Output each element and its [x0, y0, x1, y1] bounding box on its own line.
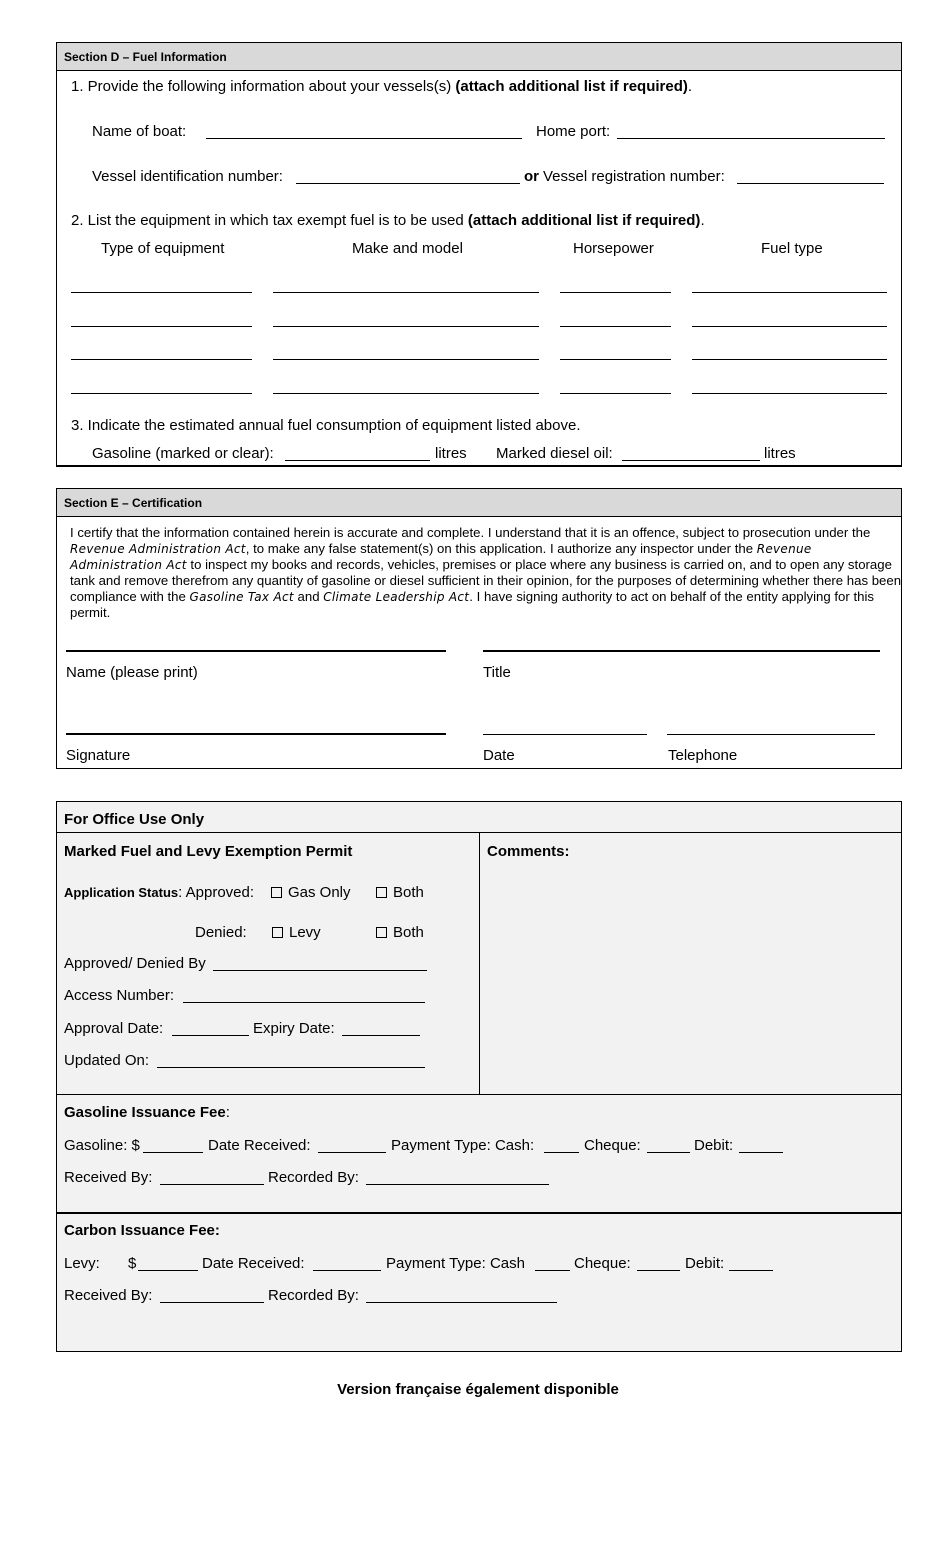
expiry-date-field[interactable] — [342, 1035, 420, 1036]
cash-field-1[interactable] — [544, 1152, 579, 1153]
name-print-label: Name (please print) — [66, 664, 198, 681]
access-number-label: Access Number: — [64, 987, 175, 1004]
col-fuel-type: Fuel type — [761, 240, 823, 257]
received-by-field-1[interactable] — [160, 1184, 264, 1185]
home-port-field[interactable] — [617, 138, 885, 139]
litres-label-2: litres — [764, 445, 796, 462]
equipment-row-3-fuel[interactable] — [692, 359, 887, 360]
gasoline-amount-field[interactable] — [143, 1152, 203, 1153]
equipment-row-1-fuel[interactable] — [692, 292, 887, 293]
col-horsepower: Horsepower — [573, 240, 654, 257]
equipment-row-4-make[interactable] — [273, 393, 539, 394]
french-version-note: Version française également disponible — [337, 1381, 619, 1398]
payment-type-label-2: Payment Type: Cash — [386, 1255, 525, 1272]
gasoline-amount-label: Gasoline: $ — [64, 1137, 140, 1154]
col-type-of-equipment: Type of equipment — [101, 240, 225, 257]
equipment-row-4-hp[interactable] — [560, 393, 671, 394]
equipment-row-2-make[interactable] — [273, 326, 539, 327]
equipment-row-1-make[interactable] — [273, 292, 539, 293]
approved-both-checkbox[interactable]: Both — [376, 884, 424, 901]
gas-only-checkbox[interactable]: Gas Only — [271, 884, 351, 901]
telephone-label: Telephone — [668, 747, 738, 764]
title-label: Title — [483, 664, 511, 681]
recorded-by-label-2: Recorded By: — [268, 1287, 359, 1304]
cheque-field-2[interactable] — [637, 1270, 680, 1271]
section-d — [56, 42, 902, 467]
signature-line[interactable] — [66, 733, 446, 735]
registration-field[interactable] — [737, 183, 884, 184]
recorded-by-label-1: Recorded By: — [268, 1169, 359, 1186]
cheque-label-2: Cheque: — [574, 1255, 631, 1272]
equipment-row-2-hp[interactable] — [560, 326, 671, 327]
date-line[interactable] — [483, 734, 647, 735]
title-line[interactable] — [483, 650, 880, 652]
equipment-row-4-fuel[interactable] — [692, 393, 887, 394]
denied-both-checkbox[interactable]: Both — [376, 924, 424, 941]
denied-label: Denied: — [195, 924, 247, 941]
received-by-label-2: Received By: — [64, 1287, 153, 1304]
cheque-field-1[interactable] — [647, 1152, 690, 1153]
access-number-field[interactable] — [183, 1002, 425, 1003]
equipment-row-3-type[interactable] — [71, 359, 252, 360]
payment-type-label-1: Payment Type: Cash: — [391, 1137, 535, 1154]
approved-denied-by-label: Approved/ Denied By — [64, 955, 206, 972]
q3-text: 3. Indicate the estimated annual fuel consumption of equipment listed above. — [71, 417, 581, 434]
q1-text: 1. Provide the following information about your vessels(s) (attach additional list if required). — [71, 78, 693, 95]
diesel-label: Marked diesel oil: — [496, 445, 613, 462]
equipment-row-3-hp[interactable] — [560, 359, 671, 360]
received-by-field-2[interactable] — [160, 1302, 264, 1303]
debit-field-2[interactable] — [729, 1270, 773, 1271]
date-received-field-2[interactable] — [313, 1270, 381, 1271]
gas-fee-title: Gasoline Issuance Fee: — [64, 1104, 230, 1121]
section-d-header — [57, 43, 901, 71]
permit-title: Marked Fuel and Levy Exemption Permit — [64, 843, 353, 860]
checkbox-icon — [376, 887, 387, 898]
name-of-boat-label: Name of boat: — [92, 123, 187, 140]
carbon-fee-title: Carbon Issuance Fee: — [64, 1222, 220, 1239]
equipment-row-1-hp[interactable] — [560, 292, 671, 293]
office-use-title: For Office Use Only — [64, 811, 205, 828]
received-by-label-1: Received By: — [64, 1169, 153, 1186]
levy-checkbox[interactable]: Levy — [272, 924, 321, 941]
debit-label-1: Debit: — [694, 1137, 734, 1154]
checkbox-icon — [272, 927, 283, 938]
cash-field-2[interactable] — [535, 1270, 570, 1271]
equipment-row-3-make[interactable] — [273, 359, 539, 360]
checkbox-icon — [271, 887, 282, 898]
checkbox-icon — [376, 927, 387, 938]
levy-label: Levy: — [64, 1255, 100, 1272]
home-port-label: Home port: — [536, 123, 611, 140]
equipment-row-1-type[interactable] — [71, 292, 252, 293]
vin-label: Vessel identification number: — [92, 168, 283, 185]
date-received-label-2: Date Received: — [202, 1255, 305, 1272]
certification-text: I certify that the information contained herein is accurate and complete. I understand that it is an offence, subject to prosecution under the Revenue Administration Act, to make any false statement(s) on this application. I authorize any inspector under the Revenue Administration Act to inspect my books and records, vehicles, premises or place where any business is carried on, and to open any storage tank and remove therefrom any quantity of gasoline or diesel sufficient in their opinion, for the purposes of determining whether there has been compliance with the Gasoline Tax Act and Climate Leadership Act. I have signing authority to act on behalf of the entity applying for this permit. — [70, 525, 902, 620]
recorded-by-field-2[interactable] — [366, 1302, 557, 1303]
registration-label: Vessel registration number: — [543, 168, 725, 185]
or-label: or — [524, 168, 539, 185]
gasoline-litres-field[interactable] — [285, 460, 430, 461]
expiry-date-label: Expiry Date: — [253, 1020, 335, 1037]
equipment-row-2-fuel[interactable] — [692, 326, 887, 327]
date-received-label-1: Date Received: — [208, 1137, 311, 1154]
cheque-label-1: Cheque: — [584, 1137, 641, 1154]
date-label: Date — [483, 747, 515, 764]
q2-text: 2. List the equipment in which tax exempt fuel is to be used (attach additional list if required). — [71, 212, 705, 229]
permit-panel — [57, 833, 480, 1094]
comments-area[interactable] — [481, 862, 901, 1092]
name-print-line[interactable] — [66, 650, 446, 652]
equipment-row-2-type[interactable] — [71, 326, 252, 327]
comments-label: Comments: — [487, 843, 570, 860]
approved-denied-by-field[interactable] — [213, 970, 427, 971]
debit-field-1[interactable] — [739, 1152, 783, 1153]
updated-on-field[interactable] — [157, 1067, 425, 1068]
section-e-title: Section E – Certification — [64, 496, 203, 510]
equipment-row-4-type[interactable] — [71, 393, 252, 394]
gasoline-label: Gasoline (marked or clear): — [92, 445, 274, 462]
litres-label-1: litres — [435, 445, 467, 462]
date-received-field-1[interactable] — [318, 1152, 386, 1153]
recorded-by-field-1[interactable] — [366, 1184, 549, 1185]
approval-date-label: Approval Date: — [64, 1020, 164, 1037]
office-use-box — [56, 801, 902, 1352]
col-make-and-model: Make and model — [352, 240, 463, 257]
signature-label: Signature — [66, 747, 131, 764]
diesel-litres-field[interactable] — [622, 460, 760, 461]
updated-on-label: Updated On: — [64, 1052, 150, 1069]
approval-date-field[interactable] — [172, 1035, 249, 1036]
vin-field[interactable] — [296, 183, 520, 184]
office-divider-3 — [57, 1212, 901, 1214]
section-e-header — [57, 489, 901, 517]
section-d-title: Section D – Fuel Information — [64, 50, 227, 64]
section-e — [56, 488, 902, 769]
name-of-boat-field[interactable] — [206, 138, 522, 139]
levy-amount-field[interactable] — [138, 1270, 198, 1271]
levy-dollar-label: $ — [128, 1255, 137, 1272]
application-status-row: Application Status: Approved: — [64, 884, 255, 901]
debit-label-2: Debit: — [685, 1255, 725, 1272]
office-divider-2 — [57, 1094, 901, 1095]
telephone-line[interactable] — [667, 734, 875, 735]
